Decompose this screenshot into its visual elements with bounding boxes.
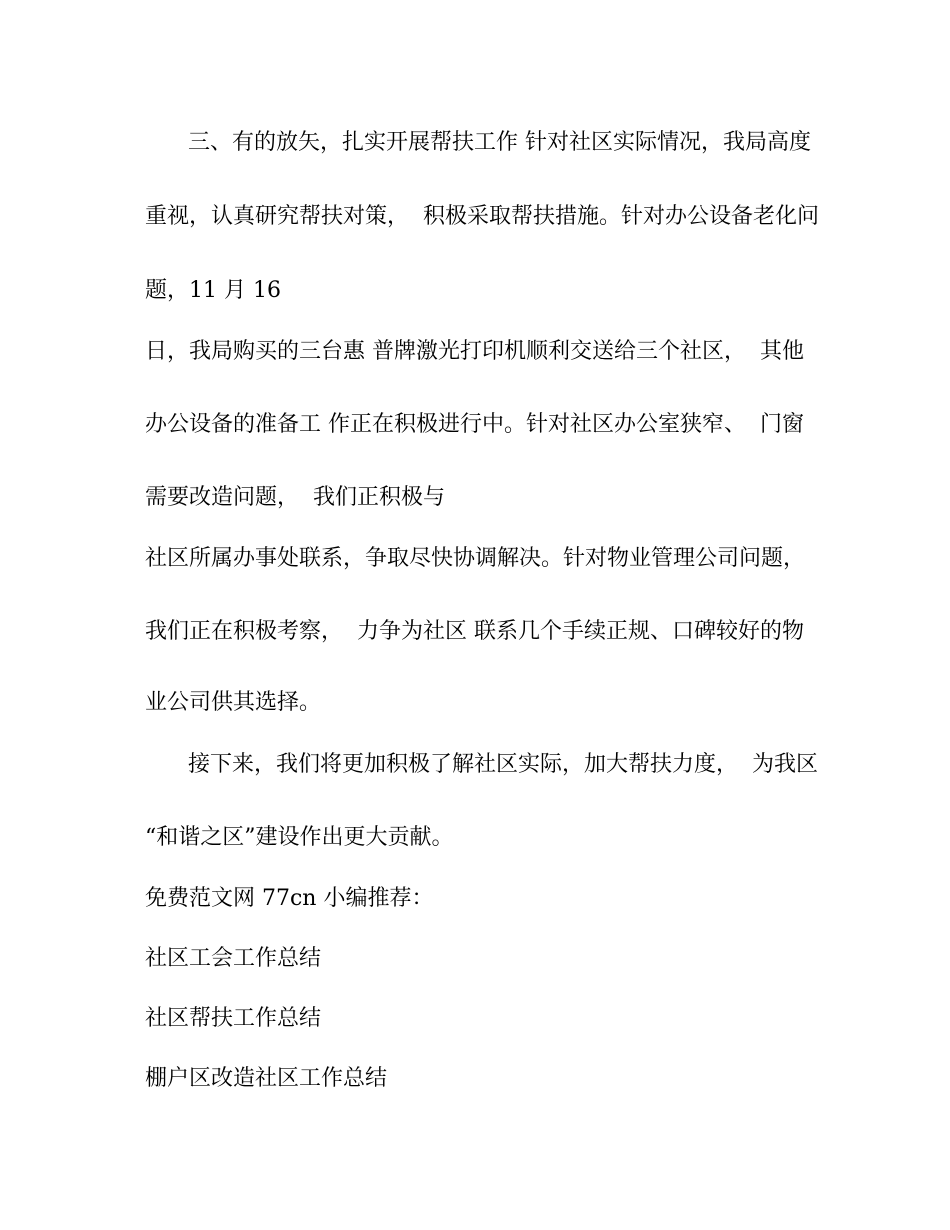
paragraph-line: 我们正在积极考察， 力争为社区 联系几个手续正规、口碑较好的物: [145, 619, 804, 644]
paragraph-line: 题，11 月 16: [145, 278, 281, 303]
recommend-heading: 免费范文网 77cn 小编推荐：: [145, 886, 434, 911]
paragraph-line: 社区所属办事处联系，争取尽快协调解决。针对物业管理公司问题，: [145, 546, 806, 571]
paragraph-line: “和谐之区”建设作出更大贡献。: [145, 825, 454, 850]
paragraph-line: 重视，认真研究帮扶对策， 积极采取帮扶措施。针对办公设备老化问: [145, 204, 819, 229]
paragraph-line: 接下来，我们将更加积极了解社区实际，加大帮扶力度， 为我区: [188, 752, 818, 777]
paragraph-line: 日，我局购买的三台惠 普牌激光打印机顺利交送给三个社区， 其他: [145, 339, 804, 364]
recommend-item: 社区帮扶工作总结: [145, 1006, 322, 1031]
recommend-item: 棚户区改造社区工作总结: [145, 1066, 388, 1091]
paragraph-line: 办公设备的准备工 作正在积极进行中。针对社区办公室狭窄、 门窗: [145, 412, 804, 437]
paragraph-line: 需要改造问题， 我们正积极与: [145, 485, 445, 510]
recommend-item: 社区工会工作总结: [145, 946, 322, 971]
paragraph-line: 三、有的放矢，扎实开展帮扶工作 针对社区实际情况，我局高度: [188, 130, 811, 155]
paragraph-line: 业公司供其选择。: [145, 690, 322, 715]
